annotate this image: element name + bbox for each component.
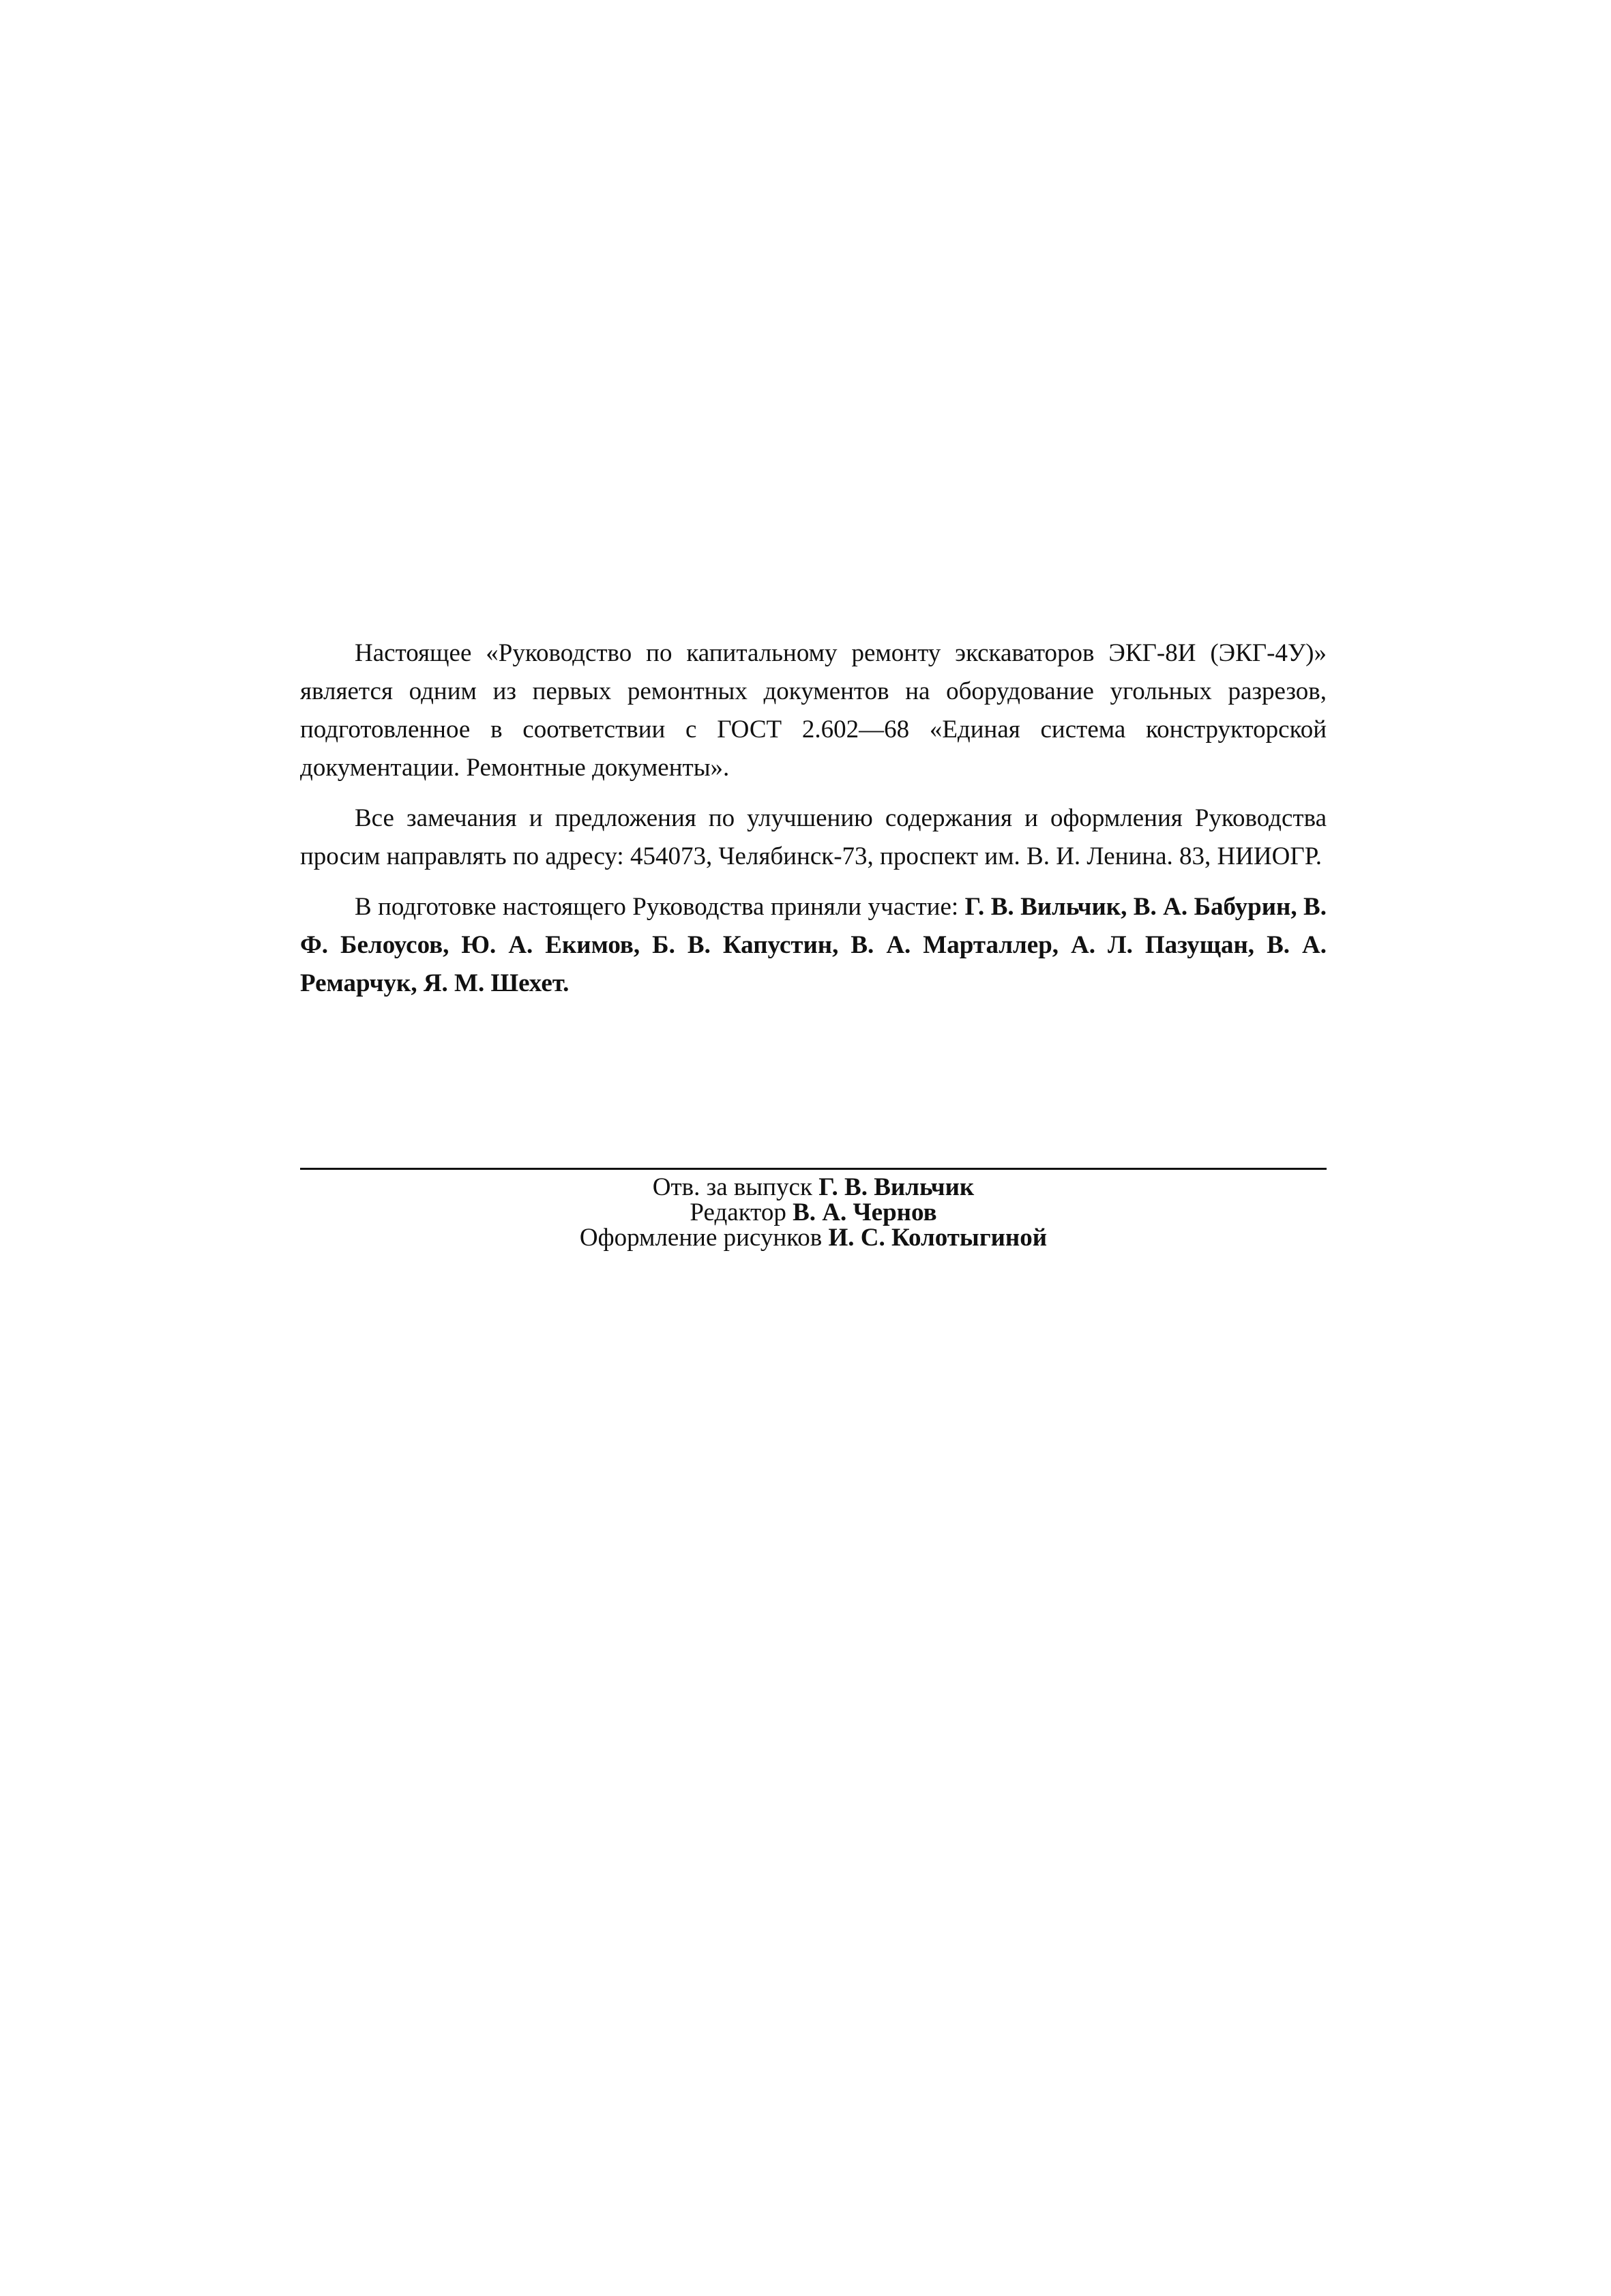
credit-illustrations — [300, 1225, 1327, 1250]
contributors-names: Г. В. Вильчик, В. А. Бабурин, В. Ф. Белоусов, Ю. А. Екимов, Б. В. Капустин, В. А. Марталлер, А. Л. Пазущан, В. А. Ремарчук, Я. М. Шехет. — [300, 893, 1327, 997]
credit-editor-label: Редактор — [690, 1198, 793, 1226]
credit-release-label: Отв. за выпуск — [652, 1173, 819, 1201]
credit-release — [300, 1175, 1327, 1200]
intro-paragraph: Настоящее «Руководство по капитальному ремонту экскаваторов ЭКГ-8И (ЭКГ-4У)» является одним из первых ремонтных документов на оборудование угольных разрезов, подготовленное в соответствии с ГОСТ 2.602—68 «Единая система конструкторской документации. Ремонтные документы». — [300, 639, 1327, 782]
credit-illustrations-label: Оформление рисунков — [579, 1224, 829, 1252]
contributors-paragraph — [300, 888, 1327, 1003]
credits-block — [300, 1175, 1327, 1250]
feedback-paragraph: Все замечания и предложения по улучшению содержания и оформления Руководства просим направлять по адресу: 454073, Челябинск-73, проспект им. В. И. Ленина. 83, НИИОГР. — [300, 804, 1327, 870]
credit-release-name: Г. В. Вильчик — [818, 1173, 975, 1201]
divider-line — [300, 1168, 1327, 1170]
main-text — [300, 634, 1327, 1015]
contributors-intro: В подготовке настоящего Руководства приняли участие: — [355, 893, 965, 921]
credit-editor — [300, 1200, 1327, 1225]
credit-editor-name: В. А. Чернов — [793, 1198, 937, 1226]
credit-illustrations-name: И. С. Колотыгиной — [828, 1224, 1048, 1252]
